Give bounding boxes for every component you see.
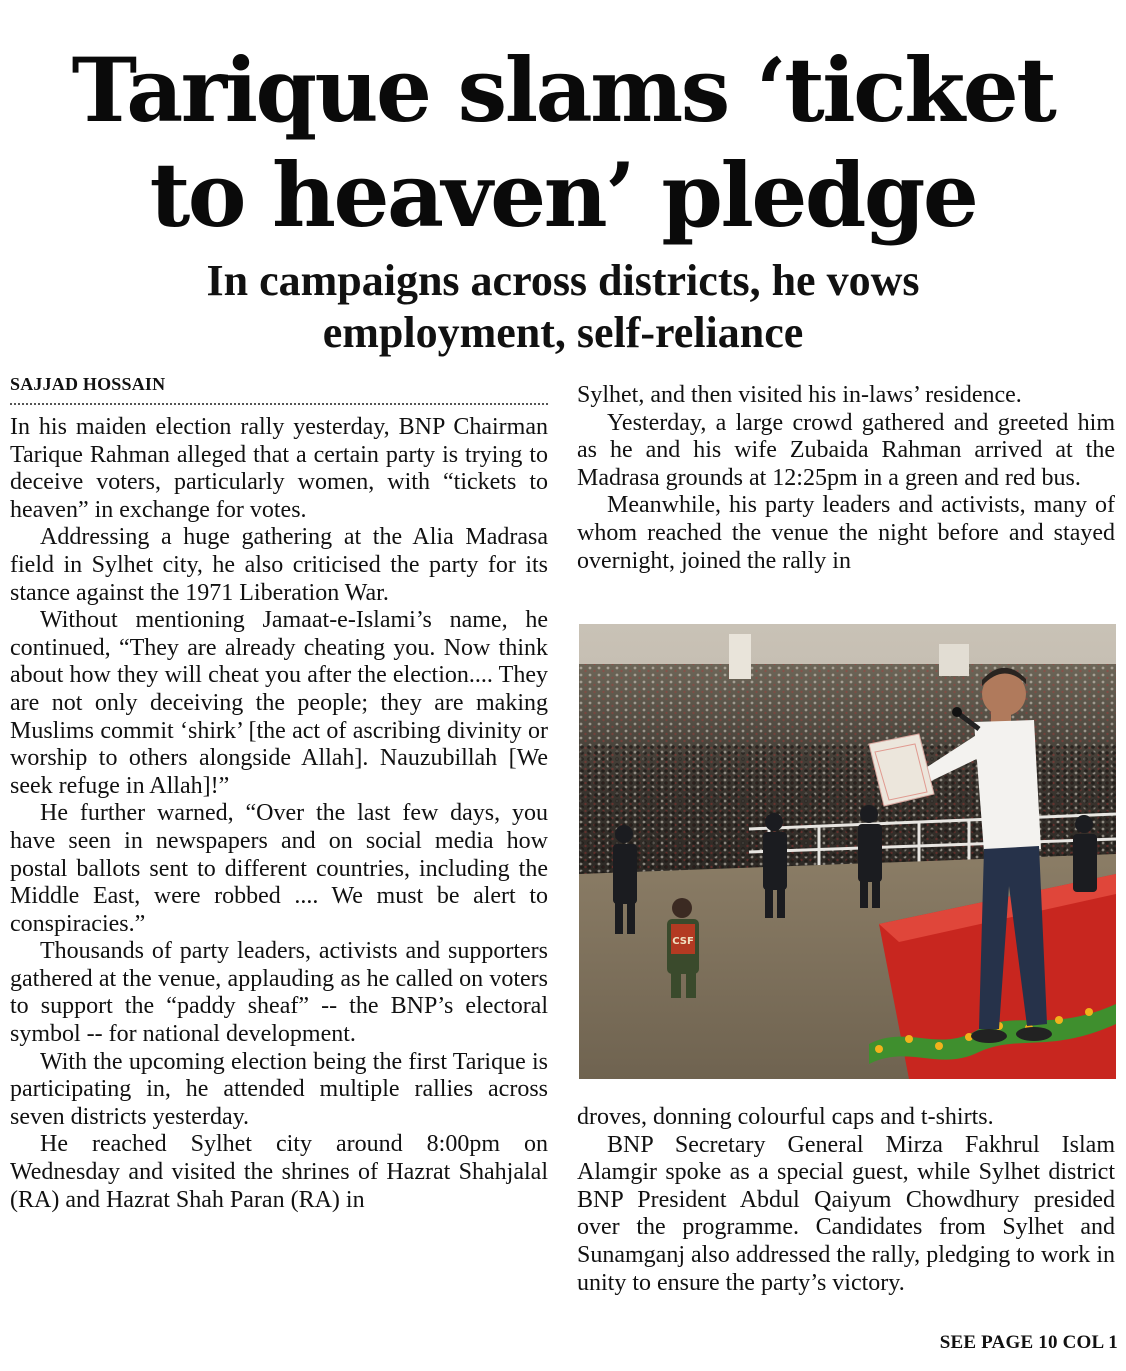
paragraph: Yesterday, a large crowd gathered and greeted him as he and his wife Zubaida Rahman arrived at the Madrasa grounds at 12:25pm in a green and red bus. (577, 409, 1115, 491)
paragraph: Without mentioning Jamaat-e-Islami’s name, he continued, “They are already cheating you. Now think about how they will cheat you after the election.... They are not only deceiving the people; they are making Muslims commit ‘shirk’ [the act of ascribing divinity or worship to others alongside Allah]. Nauzubillah [We seek refuge in Allah]!” (10, 607, 548, 799)
paragraph: Thousands of party leaders, activists and supporters gathered at the venue, applauding as he called on voters to support the “paddy sheaf” -- the BNP’s electoral symbol -- for national development. (10, 938, 548, 1048)
subheadline-line-1: In campaigns across districts, he vows (206, 256, 920, 305)
paragraph: In his maiden election rally yesterday, BNP Chairman Tarique Rahman alleged that a certain party is trying to deceive voters, particularly women, with “tickets to heaven” in exchange for votes. (10, 414, 548, 523)
continued-on-page-link[interactable]: SEE PAGE 10 COL 1 (939, 1332, 1118, 1353)
paragraph: Meanwhile, his party leaders and activists, many of whom reached the venue the night before and stayed overnight, joined the rally in (577, 492, 1115, 574)
headline (0, 38, 1126, 248)
byline: SAJJAD HOSSAIN (10, 373, 548, 405)
paragraph: He further warned, “Over the last few days, you have seen in newspapers and on social media how postal ballots sent to different countries, including the Middle East, were robbed .... We must be alert to conspiracies.” (10, 800, 548, 937)
vest-text: CSF (672, 936, 694, 947)
subheadline-line-2: employment, self-reliance (322, 308, 804, 357)
paragraph: Sylhet, and then visited his in-laws’ residence. (577, 382, 1022, 408)
article-column-2 (577, 382, 1115, 575)
paragraph: Addressing a huge gathering at the Alia Madrasa field in Sylhet city, he also criticised the party for its stance against the 1971 Liberation War. (10, 524, 548, 606)
subheadline (0, 255, 1126, 359)
paragraph: With the upcoming election being the first Tarique is participating in, he attended multiple rallies across seven districts yesterday. (10, 1048, 548, 1130)
paragraph: He reached Sylhet city around 8:00pm on Wednesday and visited the shrines of Hazrat Shahjalal (RA) and Hazrat Shah Paran (RA) in (10, 1131, 548, 1213)
paragraph: BNP Secretary General Mirza Fakhrul Islam Alamgir spoke as a special guest, while Sylhet district BNP President Abdul Qaiyum Chowdhury presided over the programme. Candidates from Sylhet and Sunamganj also addressed the rally, pledging to work in unity to ensure the party’s victory. (577, 1131, 1115, 1296)
article-column-3 (577, 1104, 1115, 1297)
rally-photo (579, 624, 1116, 1079)
paragraph: droves, donning colourful caps and t-shirts. (577, 1104, 994, 1130)
article-column-1 (10, 373, 548, 1214)
headline-line-2: to heaven’ pledge (149, 143, 977, 247)
headline-line-1: Tarique slams ‘ticket (71, 38, 1055, 142)
